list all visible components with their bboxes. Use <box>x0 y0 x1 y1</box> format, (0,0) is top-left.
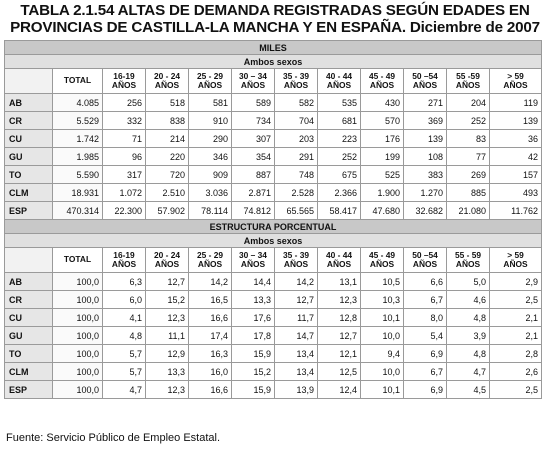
table-row <box>5 345 542 363</box>
table-cell: 139 <box>490 112 542 130</box>
table-cell: 11,1 <box>146 327 189 345</box>
table-cell: 2,1 <box>490 327 542 345</box>
source-note: Fuente: Servicio Público de Empleo Estatal. <box>6 432 221 444</box>
table-cell: 14,2 <box>275 273 318 291</box>
row-label: CR <box>5 112 53 130</box>
table-cell: 12,3 <box>146 381 189 399</box>
table-cell: 317 <box>103 166 146 184</box>
table-cell: 100,0 <box>53 291 103 309</box>
table-cell: 2.528 <box>275 184 318 202</box>
table-cell: 199 <box>361 148 404 166</box>
table-cell: 214 <box>146 130 189 148</box>
table-cell: 5.590 <box>53 166 103 184</box>
column-header <box>318 69 361 94</box>
table-cell: 100,0 <box>53 309 103 327</box>
table-cell: 13,4 <box>275 345 318 363</box>
table-cell: 734 <box>232 112 275 130</box>
column-header-line-1: 20 - 24 <box>153 70 181 81</box>
table-cell: 58.417 <box>318 202 361 220</box>
table-cell: 6,9 <box>404 345 447 363</box>
table-cell: 13,3 <box>146 363 189 381</box>
table-cell: 13,4 <box>275 363 318 381</box>
column-header <box>447 69 490 94</box>
column-header-line-2: AÑOS <box>326 259 352 269</box>
table-cell: 1.985 <box>53 148 103 166</box>
title-line-1: TABLA 2.1.54 ALTAS DE DEMANDA REGISTRADAS SEGÚN EDADES EN <box>20 2 530 19</box>
column-header <box>189 248 232 273</box>
table-cell: 96 <box>103 148 146 166</box>
table-cell: 2,8 <box>490 345 542 363</box>
table-cell: 346 <box>189 148 232 166</box>
table-cell: 4,8 <box>103 327 146 345</box>
table-cell: 100,0 <box>53 363 103 381</box>
table-cell: 12,7 <box>146 273 189 291</box>
table-cell: 271 <box>404 94 447 112</box>
table-cell: 332 <box>103 112 146 130</box>
table-row <box>5 309 542 327</box>
table-cell: 2,6 <box>490 363 542 381</box>
table-cell: 42 <box>490 148 542 166</box>
table-cell: 5,4 <box>404 327 447 345</box>
table-cell: 100,0 <box>53 381 103 399</box>
section2-subband-row <box>5 234 542 248</box>
table-cell: 4,1 <box>103 309 146 327</box>
table-cell: 3.036 <box>189 184 232 202</box>
table-cell: 470.314 <box>53 202 103 220</box>
table-cell: 1.270 <box>404 184 447 202</box>
table-cell: 6,0 <box>103 291 146 309</box>
table-cell: 887 <box>232 166 275 184</box>
table-cell: 2.871 <box>232 184 275 202</box>
table-cell: 3,9 <box>447 327 490 345</box>
table-cell: 139 <box>404 130 447 148</box>
column-header-line-2: AÑOS <box>412 80 438 90</box>
table-cell: 838 <box>146 112 189 130</box>
column-header-line-1: 40 - 44 <box>325 70 353 81</box>
column-header <box>361 69 404 94</box>
table-cell: 535 <box>318 94 361 112</box>
row-label: CLM <box>5 363 53 381</box>
table-cell: 256 <box>103 94 146 112</box>
row-label: ESP <box>5 202 53 220</box>
data-table <box>4 40 542 399</box>
table-cell: 6,6 <box>404 273 447 291</box>
table-cell: 10,1 <box>361 381 404 399</box>
row-label: AB <box>5 273 53 291</box>
column-header-line-1: 25 - 29 <box>196 70 224 81</box>
table-cell: 100,0 <box>53 273 103 291</box>
table-cell: 252 <box>447 112 490 130</box>
table-cell: 493 <box>490 184 542 202</box>
table-cell: 1.742 <box>53 130 103 148</box>
table-cell: 71 <box>103 130 146 148</box>
column-header-line-2: AÑOS <box>455 80 481 90</box>
table-cell: 290 <box>189 130 232 148</box>
table-cell: 21.080 <box>447 202 490 220</box>
table-cell: 12,8 <box>318 309 361 327</box>
row-label: CU <box>5 309 53 327</box>
table-cell: 2,1 <box>490 309 542 327</box>
column-header <box>490 69 542 94</box>
row-label: ESP <box>5 381 53 399</box>
table-cell: 4,7 <box>447 363 490 381</box>
table-cell: 11,7 <box>275 309 318 327</box>
column-header <box>447 248 490 273</box>
table-cell: 675 <box>318 166 361 184</box>
table-cell: 223 <box>318 130 361 148</box>
row-label: CLM <box>5 184 53 202</box>
column-header-line-1: > 59 <box>507 249 524 260</box>
table-cell: 100,0 <box>53 327 103 345</box>
column-header-line-2: AÑOS <box>197 259 223 269</box>
table-cell: 748 <box>275 166 318 184</box>
table-cell: 570 <box>361 112 404 130</box>
table-cell: 589 <box>232 94 275 112</box>
row-label: TO <box>5 345 53 363</box>
column-header-line-1: 40 - 44 <box>325 249 353 260</box>
table-cell: 176 <box>361 130 404 148</box>
table-cell: 77 <box>447 148 490 166</box>
table-cell: 15,2 <box>146 291 189 309</box>
column-header <box>404 69 447 94</box>
column-header-line-2: AÑOS <box>240 259 266 269</box>
table-row <box>5 363 542 381</box>
section1-band-row <box>5 41 542 55</box>
column-header-line-2: AÑOS <box>154 259 180 269</box>
column-header <box>318 248 361 273</box>
table-cell: 2,5 <box>490 291 542 309</box>
table-cell: 430 <box>361 94 404 112</box>
column-header-line-2: AÑOS <box>503 259 528 269</box>
table-cell: 11.762 <box>490 202 542 220</box>
column-header <box>275 69 318 94</box>
table-cell: 5.529 <box>53 112 103 130</box>
row-label: CU <box>5 130 53 148</box>
table-cell: 220 <box>146 148 189 166</box>
column-header-line-1: 25 - 29 <box>196 249 224 260</box>
table-row <box>5 184 542 202</box>
table-cell: 4,7 <box>103 381 146 399</box>
table-row <box>5 291 542 309</box>
table-row <box>5 148 542 166</box>
table-cell: 518 <box>146 94 189 112</box>
table-row <box>5 130 542 148</box>
table-cell: 14,4 <box>232 273 275 291</box>
table-cell: 13,9 <box>275 381 318 399</box>
table-cell: 2.366 <box>318 184 361 202</box>
row-label: AB <box>5 94 53 112</box>
table-cell: 47.680 <box>361 202 404 220</box>
table-cell: 4.085 <box>53 94 103 112</box>
column-header-line-2: AÑOS <box>111 259 137 269</box>
table-cell: 10,0 <box>361 363 404 381</box>
table-cell: 22.300 <box>103 202 146 220</box>
column-header-line-2: AÑOS <box>412 259 438 269</box>
table-cell: 6,9 <box>404 381 447 399</box>
table-cell: 15,9 <box>232 381 275 399</box>
table-cell: 4,8 <box>447 309 490 327</box>
table-cell: 16,6 <box>189 309 232 327</box>
section2-subband-label: Ambos sexos <box>5 234 542 248</box>
table-cell: 10,1 <box>361 309 404 327</box>
table-cell: 4,8 <box>447 345 490 363</box>
table-cell: 885 <box>447 184 490 202</box>
table-cell: 14,7 <box>275 327 318 345</box>
table-cell: 16,6 <box>189 381 232 399</box>
table-cell: 16,5 <box>189 291 232 309</box>
table-cell: 13,3 <box>232 291 275 309</box>
column-header-line-2: AÑOS <box>503 80 528 90</box>
title-line-2: PROVINCIAS DE CASTILLA-LA MANCHA Y EN ESPAÑA. Diciembre de 2007 <box>10 19 540 36</box>
table-cell: 5,7 <box>103 363 146 381</box>
table-cell: 525 <box>361 166 404 184</box>
column-header <box>53 248 103 273</box>
section2-band-row <box>5 220 542 234</box>
table-cell: 8,0 <box>404 309 447 327</box>
section1-subband-row <box>5 55 542 69</box>
table-cell: 12,3 <box>318 291 361 309</box>
column-header-line-1: 20 - 24 <box>153 249 181 260</box>
column-header-line-2: AÑOS <box>283 259 309 269</box>
table-cell: 6,7 <box>404 363 447 381</box>
column-header-line-2: AÑOS <box>369 259 395 269</box>
column-header-line-1: 55 - 59 <box>454 249 482 260</box>
section1-header-row <box>5 69 542 94</box>
table-body <box>5 41 542 399</box>
column-header <box>189 69 232 94</box>
column-header-line-1: 16-19 <box>113 249 135 260</box>
column-header-line-2: AÑOS <box>197 80 223 90</box>
table-cell: 269 <box>447 166 490 184</box>
table-cell: 65.565 <box>275 202 318 220</box>
table-cell: 74.812 <box>232 202 275 220</box>
column-header-line-1: 35 - 39 <box>282 249 310 260</box>
column-header-line-2: AÑOS <box>369 80 395 90</box>
table-cell: 354 <box>232 148 275 166</box>
column-header <box>404 248 447 273</box>
table-cell: 681 <box>318 112 361 130</box>
table-cell: 12,4 <box>318 381 361 399</box>
header-corner-cell <box>5 248 53 273</box>
table-cell: 369 <box>404 112 447 130</box>
table-cell: 6,3 <box>103 273 146 291</box>
column-header-line-1: TOTAL <box>63 75 92 86</box>
column-header-line-1: 45 - 49 <box>368 249 396 260</box>
table-row <box>5 273 542 291</box>
table-cell: 12,9 <box>146 345 189 363</box>
column-header <box>146 69 189 94</box>
table-cell: 1.900 <box>361 184 404 202</box>
table-cell: 10,0 <box>361 327 404 345</box>
table-cell: 15,2 <box>232 363 275 381</box>
column-header-line-2: AÑOS <box>283 80 309 90</box>
column-header-line-1: 55 -59 <box>456 70 480 81</box>
column-header <box>490 248 542 273</box>
table-row <box>5 166 542 184</box>
column-header <box>232 248 275 273</box>
table-cell: 909 <box>189 166 232 184</box>
column-header-line-1: TOTAL <box>63 254 92 265</box>
table-cell: 157 <box>490 166 542 184</box>
row-label: CR <box>5 291 53 309</box>
column-header-line-1: 50 –54 <box>412 70 438 81</box>
table-cell: 12,5 <box>318 363 361 381</box>
column-header-line-1: 50 –54 <box>412 249 438 260</box>
table-cell: 383 <box>404 166 447 184</box>
column-header-line-1: > 59 <box>507 70 524 81</box>
table-cell: 720 <box>146 166 189 184</box>
table-cell: 5,0 <box>447 273 490 291</box>
table-cell: 16,0 <box>189 363 232 381</box>
column-header <box>103 248 146 273</box>
table-cell: 36 <box>490 130 542 148</box>
table-cell: 10,3 <box>361 291 404 309</box>
column-header <box>146 248 189 273</box>
row-label: GU <box>5 327 53 345</box>
table-cell: 203 <box>275 130 318 148</box>
table-cell: 704 <box>275 112 318 130</box>
column-header-line-2: AÑOS <box>240 80 266 90</box>
table-cell: 12,1 <box>318 345 361 363</box>
table-cell: 307 <box>232 130 275 148</box>
table-cell: 100,0 <box>53 345 103 363</box>
table-title <box>0 2 550 36</box>
table-row <box>5 112 542 130</box>
table-cell: 910 <box>189 112 232 130</box>
table-cell: 252 <box>318 148 361 166</box>
table-cell: 2,9 <box>490 273 542 291</box>
section1-band-label: MILES <box>5 41 542 55</box>
column-header-line-1: 30 – 34 <box>239 249 267 260</box>
table-cell: 6,7 <box>404 291 447 309</box>
table-cell: 291 <box>275 148 318 166</box>
table-cell: 4,6 <box>447 291 490 309</box>
table-cell: 582 <box>275 94 318 112</box>
column-header-line-2: AÑOS <box>154 80 180 90</box>
table-cell: 13,1 <box>318 273 361 291</box>
row-label: TO <box>5 166 53 184</box>
table-cell: 2,5 <box>490 381 542 399</box>
column-header <box>361 248 404 273</box>
table-cell: 83 <box>447 130 490 148</box>
table-row <box>5 381 542 399</box>
table-cell: 9,4 <box>361 345 404 363</box>
table-cell: 12,3 <box>146 309 189 327</box>
row-label: GU <box>5 148 53 166</box>
table-cell: 15,9 <box>232 345 275 363</box>
column-header <box>232 69 275 94</box>
table-cell: 14,2 <box>189 273 232 291</box>
table-cell: 16,3 <box>189 345 232 363</box>
table-row <box>5 327 542 345</box>
table-cell: 204 <box>447 94 490 112</box>
table-cell: 57.902 <box>146 202 189 220</box>
column-header-line-2: AÑOS <box>326 80 352 90</box>
section2-header-row <box>5 248 542 273</box>
column-header-line-1: 35 - 39 <box>282 70 310 81</box>
table-cell: 581 <box>189 94 232 112</box>
table-cell: 78.114 <box>189 202 232 220</box>
column-header-line-1: 30 – 34 <box>239 70 267 81</box>
table-cell: 1.072 <box>103 184 146 202</box>
table-cell: 18.931 <box>53 184 103 202</box>
column-header <box>275 248 318 273</box>
column-header-line-1: 16-19 <box>113 70 135 81</box>
table-cell: 5,7 <box>103 345 146 363</box>
table-row <box>5 94 542 112</box>
column-header <box>53 69 103 94</box>
column-header-line-1: 45 - 49 <box>368 70 396 81</box>
table-cell: 119 <box>490 94 542 112</box>
column-header-line-2: AÑOS <box>111 80 137 90</box>
header-corner-cell <box>5 69 53 94</box>
table-cell: 32.682 <box>404 202 447 220</box>
section2-band-label: ESTRUCTURA PORCENTUAL <box>5 220 542 234</box>
table-cell: 17,6 <box>232 309 275 327</box>
column-header-line-2: AÑOS <box>455 259 481 269</box>
table-cell: 108 <box>404 148 447 166</box>
table-cell: 12,7 <box>318 327 361 345</box>
table-cell: 2.510 <box>146 184 189 202</box>
table-cell: 17,4 <box>189 327 232 345</box>
table-cell: 10,5 <box>361 273 404 291</box>
table-cell: 12,7 <box>275 291 318 309</box>
table-row <box>5 202 542 220</box>
section1-subband-label: Ambos sexos <box>5 55 542 69</box>
table-cell: 17,8 <box>232 327 275 345</box>
column-header <box>103 69 146 94</box>
table-cell: 4,5 <box>447 381 490 399</box>
